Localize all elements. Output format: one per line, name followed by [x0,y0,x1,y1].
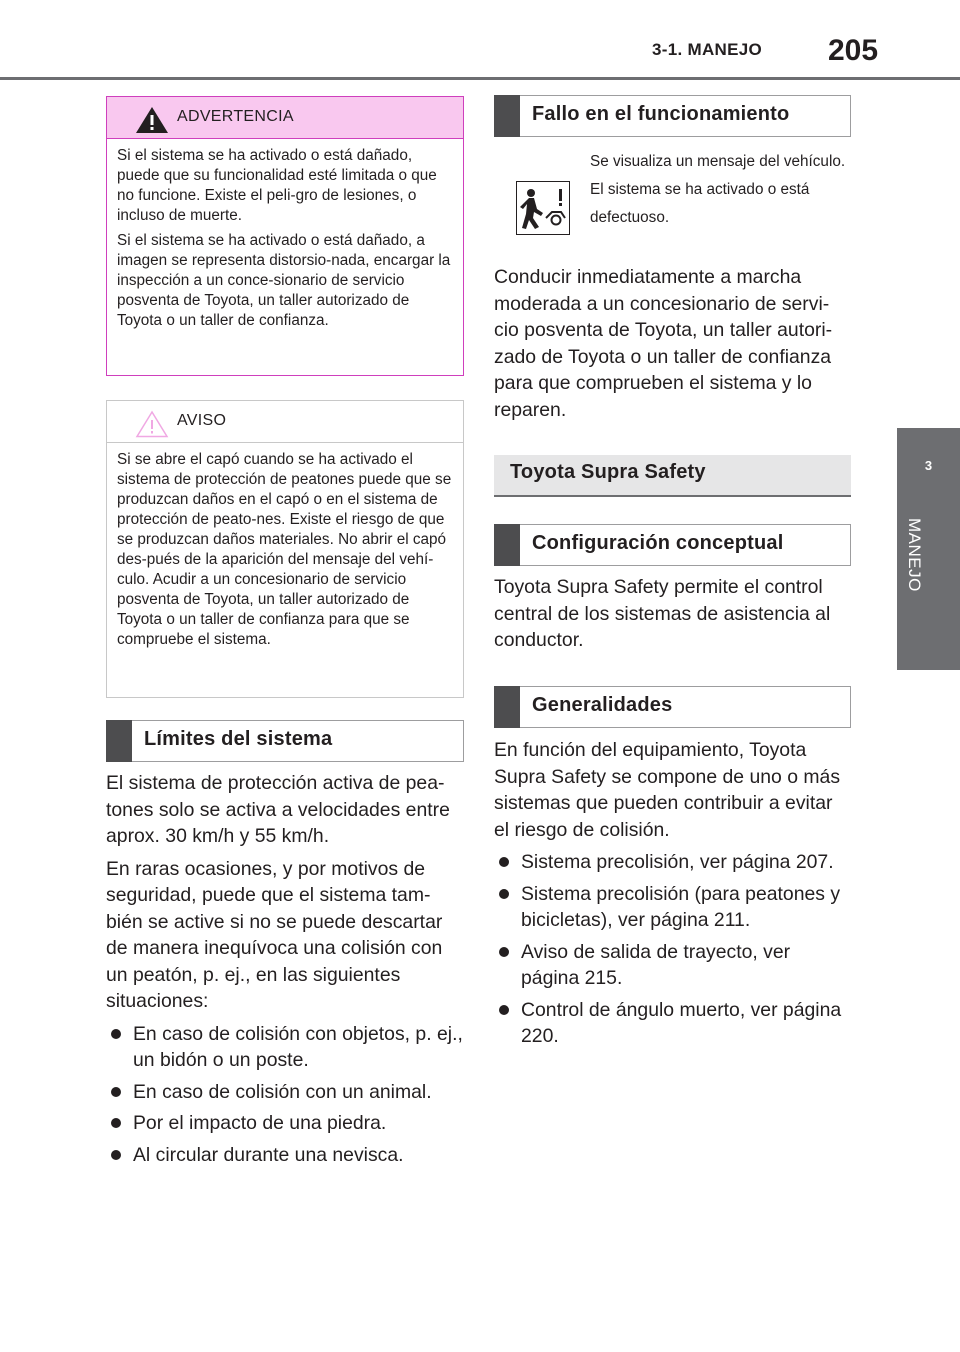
heading-bar [494,686,520,728]
general-heading-text: Generalidades [532,694,673,716]
list-item: Sistema precolisión, ver página 207. [494,849,850,876]
concept-heading-text: Configuración conceptual [532,532,784,554]
malfunction-body [494,264,850,429]
section-label: 3-1. MANEJO [652,40,763,59]
notice-title: AVISO [177,412,227,429]
notice-paragraph: Si se abre el capó cuando se ha activado el sistema de protección de peatones puede que se produzcan daños en el capó o en el sistema de protección de peato-nes. Existe el riesgo de que se produzcan daños materiales. No abrir el capó des-pués de la aparición del mensaje del vehí-culo. Acudir a un concesionario de servicio posventa de Toyota, un taller autorizado de Toyota o un taller de confianza para que se compruebe el sistema. [117,451,452,648]
notice-box [106,400,464,698]
limits-heading-text: Límites del sistema [144,728,333,750]
warning-title: ADVERTENCIA [177,108,294,125]
warning-header [107,97,463,139]
list-item: En caso de colisión con un animal. [106,1079,466,1106]
limits-heading [106,720,464,762]
caption-line: El sistema se ha activado o está defectuoso. [590,181,810,226]
pedestrian-glyph-icon [517,182,569,234]
list-item: Aviso de salida de trayecto, ver página 215. [494,939,850,992]
concept-body [494,574,850,660]
heading-bar [106,720,132,762]
list-item: Control de ángulo muerto, ver página 220. [494,997,850,1050]
malfunction-icon-caption [590,148,852,232]
general-heading [494,686,851,728]
heading-bar [494,95,520,137]
caution-triangle-icon [135,410,169,438]
general-bullet-list [494,849,850,1050]
pedestrian-protection-warning-icon [516,181,570,235]
caption-line: Se visualiza un mensaje del vehículo. [590,153,846,170]
notice-body [107,443,463,650]
malfunction-heading [494,95,851,137]
limits-bullet-list [106,1021,466,1169]
safety-heading [494,455,851,497]
header-rule [0,77,960,80]
malfunction-heading-text: Fallo en el funcionamiento [532,103,790,125]
chapter-tab-label: MANEJO [905,518,924,592]
limits-paragraph: El sistema de protección activa de pea-tones solo se activa a velocidades entre aprox. 30 km/h y 55 km/h. [106,772,450,847]
heading-bar [494,524,520,566]
list-item: Por el impacto de una piedra. [106,1110,466,1137]
concept-paragraph: Toyota Supra Safety permite el control central de los sistemas de asistencia al conductor. [494,576,831,651]
warning-box [106,96,464,376]
concept-heading [494,524,851,566]
limits-body [106,770,466,1173]
limits-paragraph: En raras ocasiones, y por motivos de seguridad, puede que el sistema tam-bién se active si no se puede descartar de manera inequívoca una colisión con un peatón, p. ej., en las siguientes situaciones: [106,857,443,1012]
general-body [494,737,850,1055]
warning-paragraph: Si el sistema se ha activado o está dañado, puede que su funcionalidad esté limitada o que no funcione. Existe el peli-gro de lesiones, o incluso de muerte. [117,147,437,224]
page-number: 205 [828,34,879,67]
warning-body [107,139,463,331]
warning-paragraph: Si el sistema se ha activado o está dañado, a imagen se representa distorsio-nada, encargar la inspección a un conce-sionario de servicio posventa de Toyota, un taller autorizado de Toyota o un taller de confianza. [117,232,451,329]
list-item: En caso de colisión con objetos, p. ej., un bidón o un poste. [106,1021,466,1074]
notice-header [107,401,463,443]
chapter-tab-number: 3 [897,428,960,513]
list-item: Sistema precolisión (para peatones y bicicletas), ver página 211. [494,881,850,934]
malfunction-paragraph: Conducir inmediatamente a marcha moderada a un concesionario de servi-cio posventa de Toyota, un taller autori-zado de Toyota o un taller de confianza para que comprueben el sistema y lo reparen. [494,266,833,421]
general-paragraph: En función del equipamiento, Toyota Supra Safety se compone de uno o más sistemas que pueden contribuir a evitar el riesgo de colisión. [494,739,841,841]
safety-heading-text: Toyota Supra Safety [510,461,706,483]
list-item: Al circular durante una nevisca. [106,1142,466,1169]
warning-triangle-icon [135,106,169,134]
